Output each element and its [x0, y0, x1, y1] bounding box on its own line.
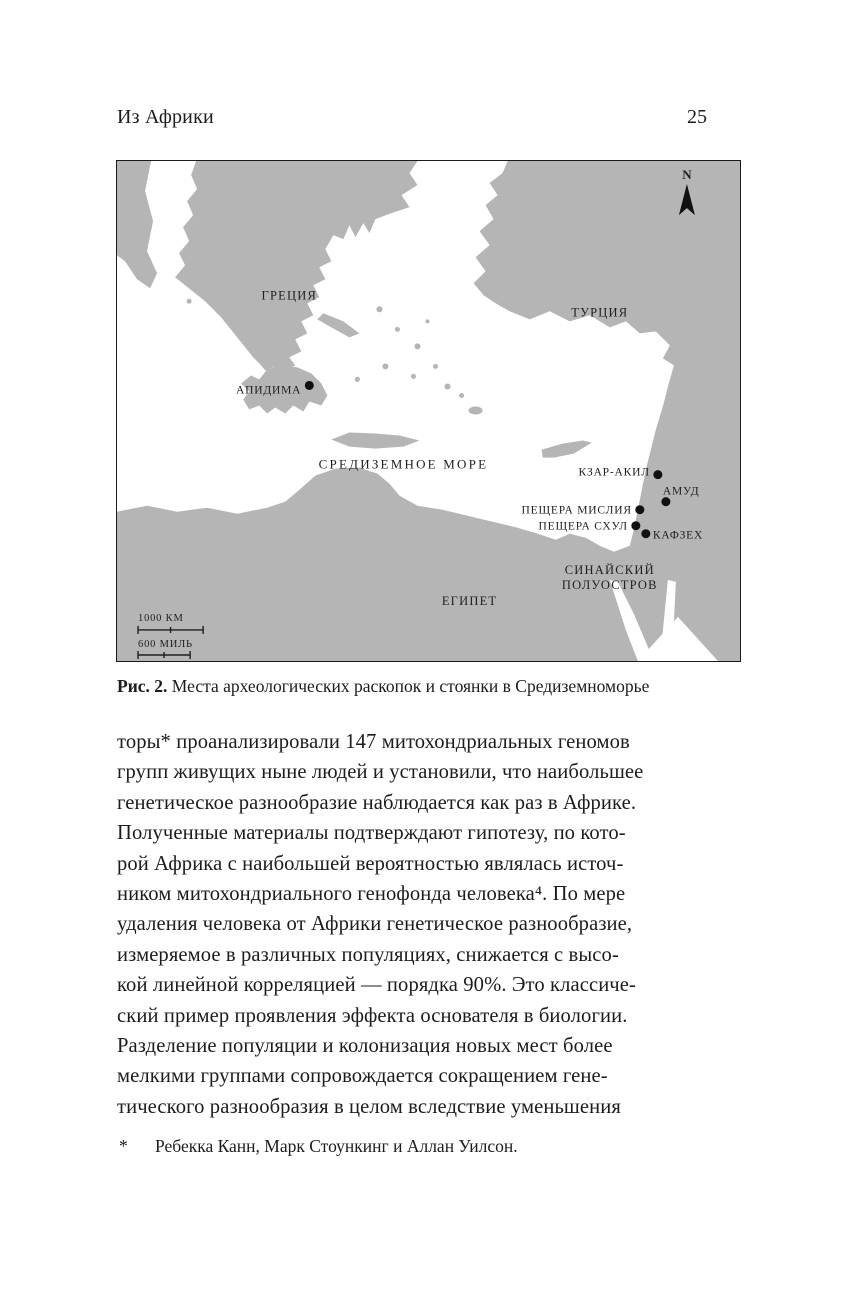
- marker-apidima: [305, 381, 314, 390]
- label-qafzeh: КАФЗЕХ: [652, 529, 704, 542]
- label-amud: АМУД: [662, 485, 700, 498]
- figure-caption-text: Места археологических раскопок и стоянки в Средиземноморье: [167, 676, 650, 696]
- scale-miles-label: 600 МИЛЬ: [138, 638, 193, 650]
- figure-caption-label: Рис. 2.: [117, 676, 168, 696]
- body-line: измеряемое в различных популяциях, снижается с высо-: [117, 943, 619, 966]
- body-line: генетическое разнообразие наблюдается как раз в Африке.: [117, 791, 637, 814]
- island-rhodes: [469, 406, 483, 414]
- footnote: [117, 1136, 743, 1157]
- body-line: ником митохондриального генофонда человека⁴. По мере: [117, 882, 626, 905]
- label-egypt: ЕГИПЕТ: [441, 593, 498, 608]
- marker-misliya: [635, 505, 644, 514]
- figure-map: [117, 161, 740, 661]
- body-line: Полученные материалы подтверждают гипотезу, по кото-: [117, 822, 626, 845]
- body-line: кой линейной корреляцией — порядка 90%. Это классиче-: [117, 974, 636, 997]
- figure-frame: [116, 160, 741, 662]
- marker-qafzeh: [641, 529, 650, 538]
- label-ksar-akil: КЗАР-АКИЛ: [578, 466, 650, 479]
- footnote-text: Ребекка Канн, Марк Стоункинг и Аллан Уилсон.: [155, 1136, 518, 1156]
- label-mediterranean-sea: СРЕДИЗЕМНОЕ МОРЕ: [318, 456, 489, 472]
- body-line: тического разнообразия в целом вследствие уменьшения: [117, 1095, 621, 1118]
- figure-caption: [117, 676, 743, 697]
- running-header: [117, 106, 707, 129]
- body-line: ский пример проявления эффекта основателя в биологии.: [117, 1004, 628, 1027]
- label-greece: ГРЕЦИЯ: [261, 288, 318, 303]
- body-line: групп живущих ныне людей и установили, что наибольшее: [117, 761, 644, 784]
- marker-ksar-akil: [653, 470, 662, 479]
- label-misliya: ПЕЩЕРА МИСЛИЯ: [521, 504, 632, 517]
- body-line: Разделение популяции и колонизация новых мест более: [117, 1034, 613, 1057]
- north-label: N: [682, 167, 692, 183]
- body-line: мелкими группами сопровождается сокращением гене-: [117, 1065, 608, 1088]
- body-line: удаления человека от Африки генетическое разнообразие,: [117, 913, 633, 936]
- footnote-marker: *: [119, 1136, 128, 1156]
- scale-km-label: 1000 КМ: [138, 612, 184, 624]
- label-sinai-line1: СИНАЙСКИЙ: [564, 562, 655, 577]
- label-skhul: ПЕЩЕРА СХУЛ: [538, 520, 628, 533]
- marker-skhul: [631, 521, 640, 530]
- body-paragraph: [117, 727, 743, 1122]
- label-sinai-line2: ПОЛУОСТРОВ: [561, 577, 658, 592]
- page-number: 25: [687, 106, 707, 128]
- body-line: торы* проанализировали 147 митохондриальных геномов: [117, 731, 630, 753]
- label-turkey: ТУРЦИЯ: [571, 305, 629, 320]
- marker-amud: [661, 497, 670, 506]
- chapter-title: Из Африки: [117, 106, 214, 128]
- label-apidima: АПИДИМА: [236, 384, 302, 397]
- body-line: рой Африка с наибольшей вероятностью являлась источ-: [117, 852, 624, 875]
